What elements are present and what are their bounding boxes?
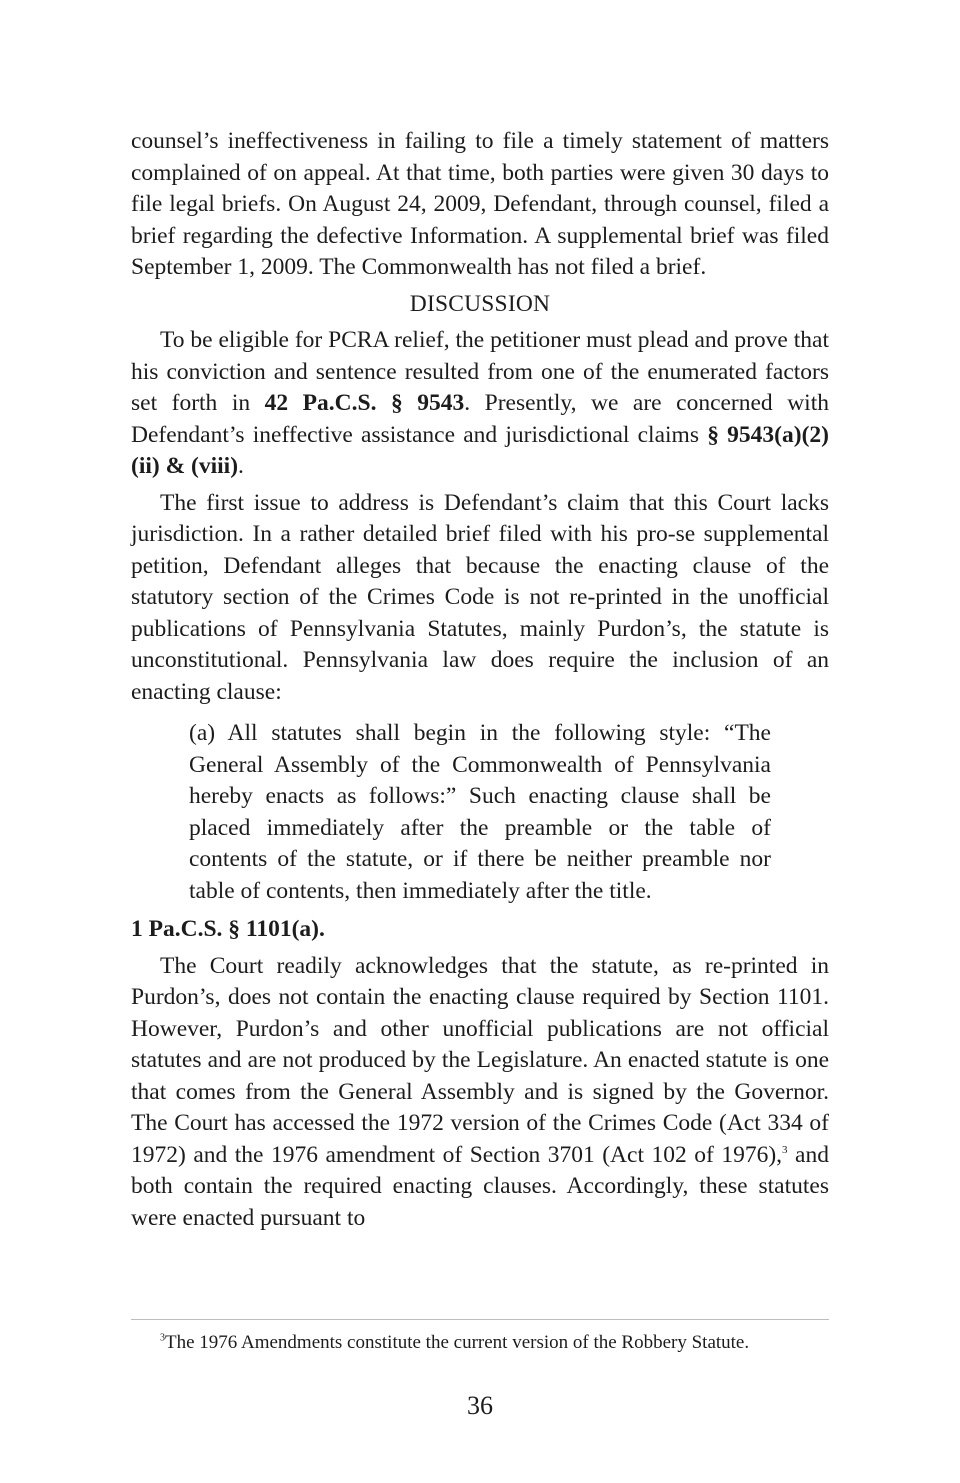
paragraph-jurisdiction: The first issue to address is Defendant’s claim that this Court lacks jurisdiction. In a rather detailed brief filed with his pro-se supplemental petition, Defendant alleges that because the enacting clause of the statutory section of the Crimes Code is not re-printed in the unofficial publications of Pennsylvania Statutes, mainly Purdon’s, the statute is unconstitutional. Pennsylvania law does require the inclusion of an enacting clause: [131,489,829,705]
text-run: The Court readily acknowledges that the statute, as re-printed in Purdon’s, does not contain the enacting clause required by Section 1101. However, Purdon’s and other unofficial publications are not official statutes and are not produced by the Legislature. An enacted statute is one that comes from the General Assembly and is signed by the Governor. The Court has accessed the 1972 version of the Crimes Code (Act 334 of 1972) and the 1976 amendment of Section 3701 (Act 102 of 1976), [131,952,829,1168]
text-run: . [238,453,244,479]
footnote-divider [131,1319,829,1320]
footnote-text: The 1976 Amendments constitute the current version of the Robbery Statute. [165,1332,750,1353]
paragraph-acknowledgment [131,951,829,1235]
text-run: To be eligible for PCRA relief, the petitioner must plead and prove that his conviction and sentence resulted from one of the enumerated factors set forth in [131,327,829,416]
footnote [160,1330,840,1356]
section-heading: DISCUSSION [409,290,551,317]
text-run: . Presently, we are concerned with Defendant’s ineffective assistance and jurisdictional claims [131,390,829,448]
footnote-reference: 3 [782,1143,788,1156]
page-body [131,126,829,1234]
text-run: and both contain the required enacting clauses. Accordingly, these statutes were enacted pursuant to [131,1141,829,1231]
paragraph-eligibility [131,325,829,483]
statute-citation: 42 Pa.C.S. § 9543 [264,390,465,416]
quote-citation: 1 Pa.C.S. § 1101(a). [131,916,325,942]
footnote-marker: 3 [160,1332,165,1344]
page-number: 36 [467,1391,493,1420]
block-quote: (a) All statutes shall begin in the following style: “The General Assembly of the Commonwealth of Pennsylvania hereby enacts as follows:” Such enacting clause shall be placed immediately after the preamble or the table of contents of the statute, or if there be neither preamble nor table of contents, then immediately after the title. [189,720,771,904]
paragraph-continued: counsel’s ineffectiveness in failing to file a timely statement of matters complained of on appeal. At that time, both parties were given 30 days to file legal briefs. On August 24, 2009, Defendant, through counsel, filed a brief regarding the defective Information. A supplemental brief was filed September 1, 2009. The Commonwealth has not filed a brief. [131,128,829,280]
statute-citation: § 9543(a)(2)(ii) & (viii) [131,421,829,479]
